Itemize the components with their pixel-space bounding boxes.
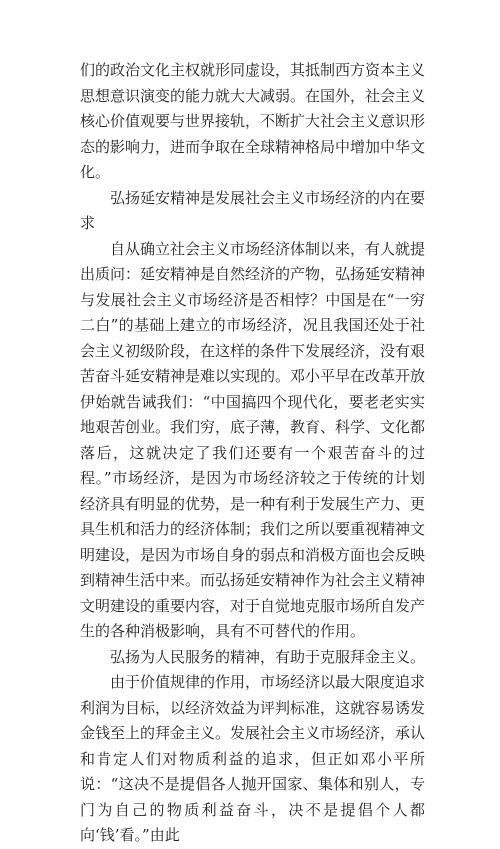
paragraph-value-law-discussion: 由于价值规律的作用，市场经济以最大限度追求利润为目标，以经济效益为评判标准，这就容易诱发金钱至上的拜金主义。发展社会主义市场经济，承认和肯定人们对物质利益的追求，但正如邓小平所说：“这决不是提倡各人抛开国家、集体和别人，专门为自己的物质利益奋斗，决不是提倡个人都向‘钱’看。”由此 [80,673,426,844]
paragraph-heading-serve-the-people: 弘扬为人民服务的精神，有助于克服拜金主义。 [110,647,426,666]
paragraph-heading-yanan-spirit-market-economy: 弘扬延安精神是发展社会主义市场经济的内在要求 [80,188,426,232]
paragraph-continuation: 们的政治文化主权就形同虚设，其抵制西方资本主义思想意识演变的能力就大大减弱。在国外，社会主义核心价值观要与世界接轨，不断扩大社会主义意识形态的影响力，进而争取在全球精神格局中增加中华文化。 [80,61,426,181]
document-body [80,58,425,849]
paragraph-market-economy-discussion: 自从确立社会主义市场经济体制以来，有人就提出质问：延安精神是自然经济的产物，弘扬延安精神与发展社会主义市场经济是否相悖？中国是在“一穷二白”的基础上建立的市场经济，况且我国还处于社会主义初级阶段，在这样的条件下发展经济，没有艰苦奋斗延安精神是难以实现的。邓小平早在改革开放伊始就告诫我们：“中国搞四个现代化，要老老实实地艰苦创业。我们穷，底子薄，教育、科学、文化都落后，这就决定了我们还要有一个艰苦奋斗的过程。”市场经济，是因为市场经济较之于传统的计划经济具有明显的优势，是一种有利于发展生产力、更具生机和活力的经济体制；我们之所以要重视精神文明建设，是因为市场自身的弱点和消极方面也会反映到精神生活中来。而弘扬延安精神作为社会主义精神文明建设的重要内容，对于自觉地克服市场所自发产生的各种消极影响，具有不可替代的作用。 [80,239,426,640]
